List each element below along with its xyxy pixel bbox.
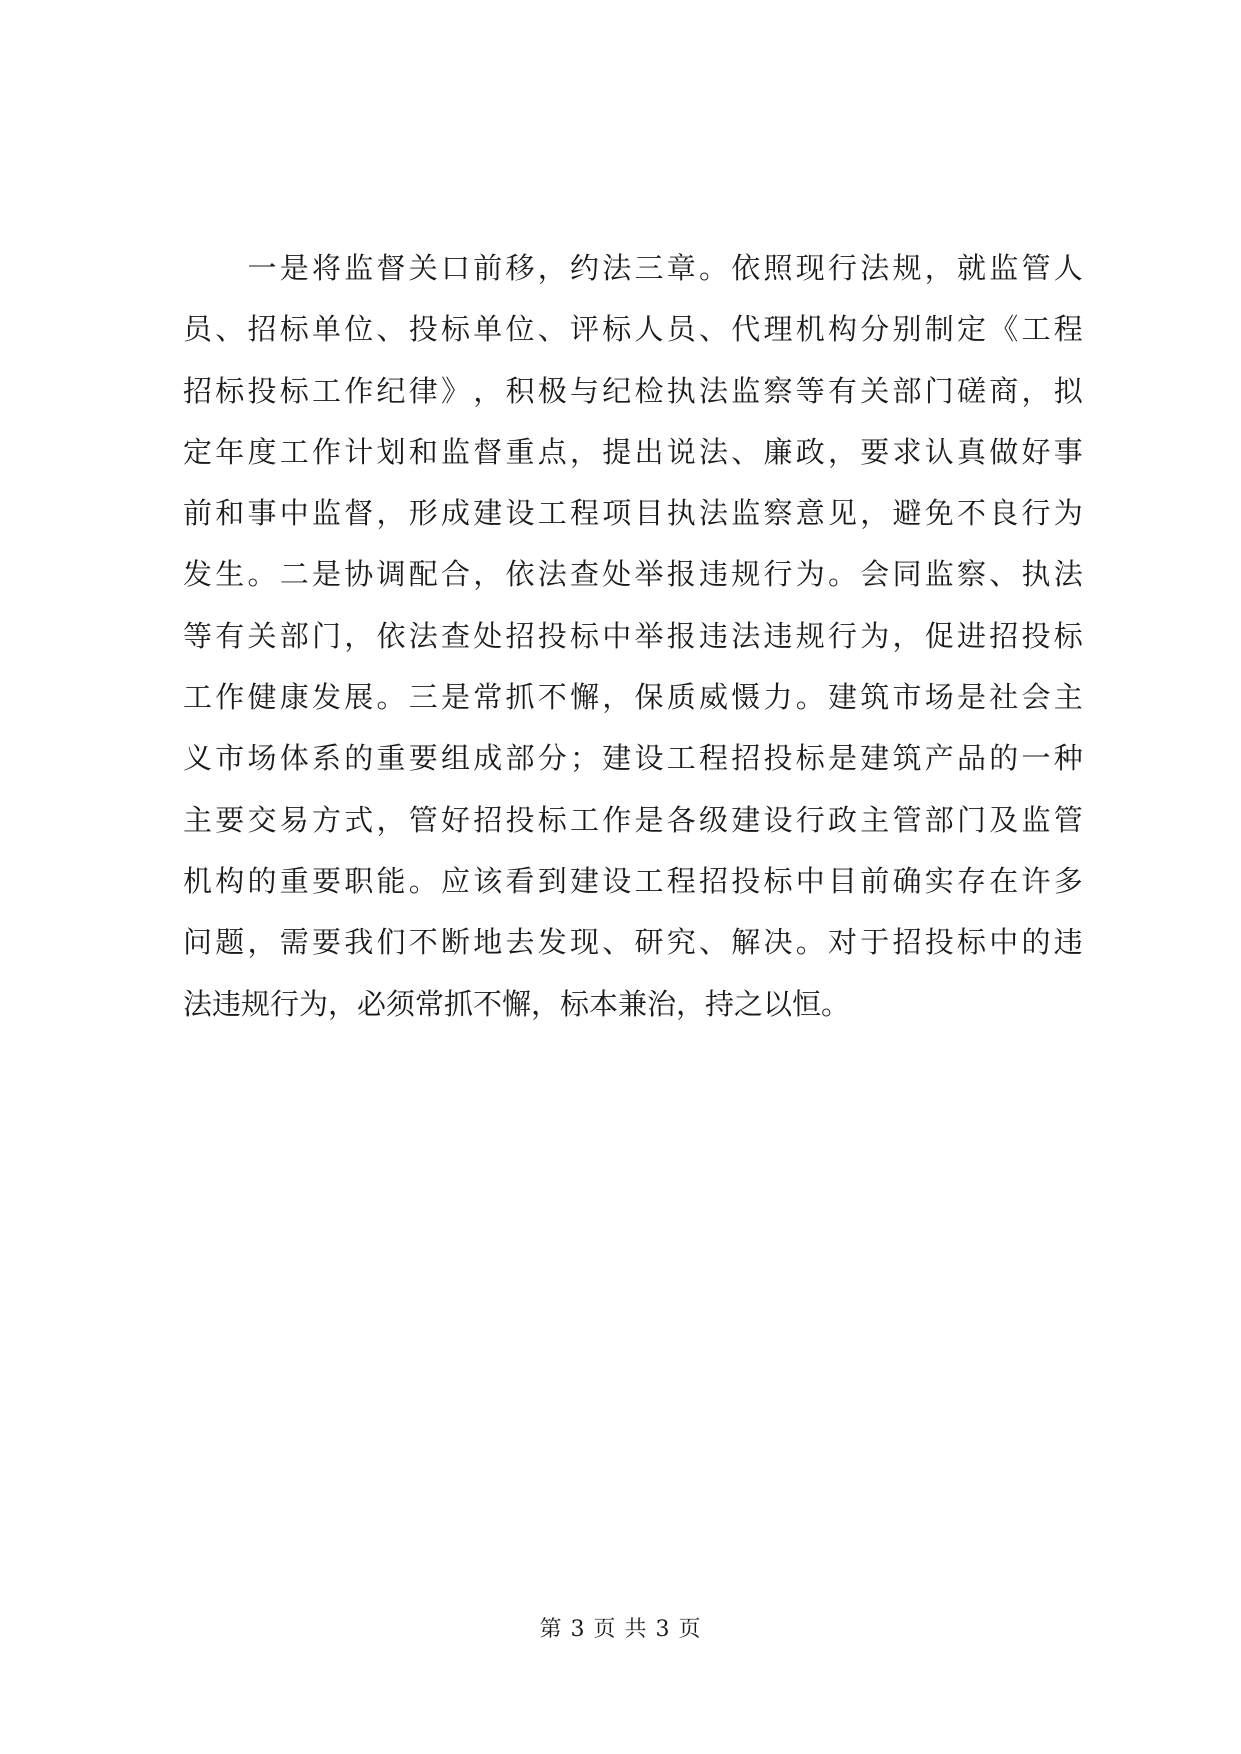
text-line: 招 标 投 标 工 作 纪 律 》 ， 积 极 与 纪 检 执 法 监 察 等 有 关 部 门 磋 商 ， 拟 xyxy=(183,373,1083,408)
text-line: 工 作 健 康 发 展 。 三 是 常 抓 不 懈 ， 保 质 威 慑 力 。 建 筑 市 场 是 社 会 主 xyxy=(183,680,1083,715)
text-line: 等 有 关 部 门 ， 依 法 查 处 招 投 标 中 举 报 违 法 违 规 行 为 ， 促 进 招 投 标 xyxy=(183,618,1083,653)
text-line: 机 构 的 重 要 职 能 。 应 该 看 到 建 设 工 程 招 投 标 中 目 前 确 实 存 在 许 多 xyxy=(183,863,1083,898)
text-line: 员 、 招 标 单 位 、 投 标 单 位 、 评 标 人 员 、 代 理 机 构 分 别 制 定 《 工 程 xyxy=(183,312,1083,347)
text-line: 前 和 事 中 监 督 ， 形 成 建 设 工 程 项 目 执 法 监 察 意 见 ， 避 免 不 良 行 为 xyxy=(183,496,1083,531)
text-line: 义 市 场 体 系 的 重 要 组 成 部 分 ； 建 设 工 程 招 投 标 是 建 筑 产 品 的 一 种 xyxy=(183,741,1083,776)
text-line: 问 题 ， 需 要 我 们 不 断 地 去 发 现 、 研 究 、 解 决 。 对 于 招 投 标 中 的 违 xyxy=(183,925,1083,960)
text-line: 主 要 交 易 方 式 ， 管 好 招 投 标 工 作 是 各 级 建 设 行 政 主 管 部 门 及 监 管 xyxy=(183,802,1083,837)
page-number-footer: 第 3 页 共 3 页 xyxy=(539,1617,702,1642)
body-paragraph xyxy=(183,238,1083,1035)
text-line: 定 年 度 工 作 计 划 和 监 督 重 点 ， 提 出 说 法 、 廉 政 ， 要 求 认 真 做 好 事 xyxy=(183,434,1083,469)
text-line: 一 是 将 监 督 关 口 前 移 ， 约 法 三 章 。 依 照 现 行 法 规 ， 就 监 管 人 xyxy=(247,251,1083,285)
text-line: 法违规行为，必须常抓不懈，标本兼治，持之以恒。 xyxy=(183,986,851,1021)
text-line: 发 生 。 二 是 协 调 配 合 ， 依 法 查 处 举 报 违 规 行 为 。 会 同 监 察 、 执 法 xyxy=(183,557,1083,592)
